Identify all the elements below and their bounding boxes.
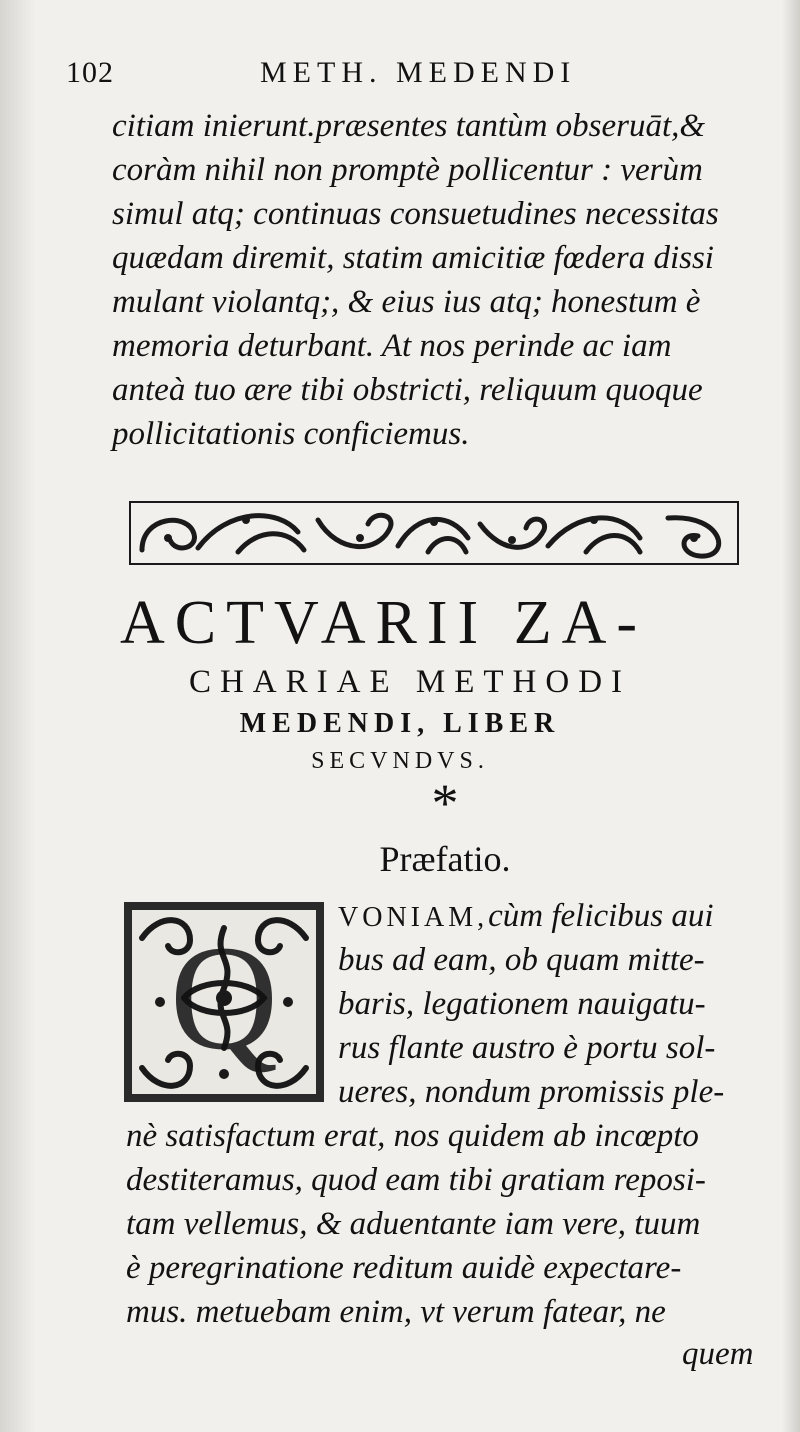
preface-indented-lines bbox=[338, 894, 724, 1114]
text-line: mus. metuebam enim, vt verum fatear, ne bbox=[126, 1294, 666, 1330]
section-heading: Præfatio. bbox=[379, 839, 511, 879]
text-line: rus flante austro è portu sol- bbox=[338, 1030, 716, 1066]
book-title-line-4: SECVNDVS. bbox=[311, 748, 489, 774]
catchword: quem bbox=[682, 1336, 754, 1372]
decorated-initial-q bbox=[120, 898, 328, 1106]
text-line: è peregrinatione reditum auidè expectare- bbox=[126, 1250, 682, 1286]
page-header bbox=[66, 56, 626, 96]
decorative-headpiece-ornament bbox=[128, 498, 740, 568]
book-title-line-3: MEDENDI, LIBER bbox=[239, 708, 561, 739]
preface-full-lines bbox=[126, 1114, 706, 1334]
text-line: pollicitationis conficiemus. bbox=[112, 416, 470, 452]
text-line: mulant violantq;, & eius ius atq; honestum è bbox=[112, 284, 701, 320]
text-line: tam vellemus, & aduentante iam vere, tuum bbox=[126, 1206, 701, 1242]
top-paragraph bbox=[112, 104, 719, 456]
text-line bbox=[338, 894, 724, 938]
text-line: nè satisfactum erat, nos quidem ab incœpto bbox=[126, 1118, 699, 1154]
text-line: citiam inierunt.præsentes tantùm obseruāt,& bbox=[112, 108, 706, 144]
text-line: anteà tuo ære tibi obstricti, reliquum quoque bbox=[112, 372, 703, 408]
text-line: bus ad eam, ob quam mitte- bbox=[338, 942, 705, 978]
text-line: memoria deturbant. At nos perinde ac iam bbox=[112, 328, 672, 364]
text-line-rest: cùm felicibus aui bbox=[488, 898, 714, 934]
text-line: baris, legationem nauigatu- bbox=[338, 986, 706, 1022]
book-title-line-2: CHARIAE METHODI bbox=[188, 664, 632, 700]
running-title: METH. MEDENDI bbox=[260, 56, 577, 89]
text-line: simul atq; continuas consuetudines necessitas bbox=[112, 196, 719, 232]
lead-caps: VONIAM, bbox=[338, 902, 489, 933]
text-line: destiteramus, quod eam tibi gratiam reposi- bbox=[126, 1162, 706, 1198]
text-line: coràm nihil non promptè pollicentur : verùm bbox=[112, 152, 703, 188]
text-line: ueres, nondum promissis ple- bbox=[338, 1074, 725, 1110]
page-number: 102 bbox=[66, 56, 114, 89]
book-title-line-1: ACTVARII ZA- bbox=[120, 589, 647, 657]
text-line: quædam diremit, statim amicitiæ fœdera dissi bbox=[112, 240, 714, 276]
initial-letter: Q bbox=[169, 915, 279, 1081]
asterisk-ornament: * bbox=[431, 773, 459, 833]
